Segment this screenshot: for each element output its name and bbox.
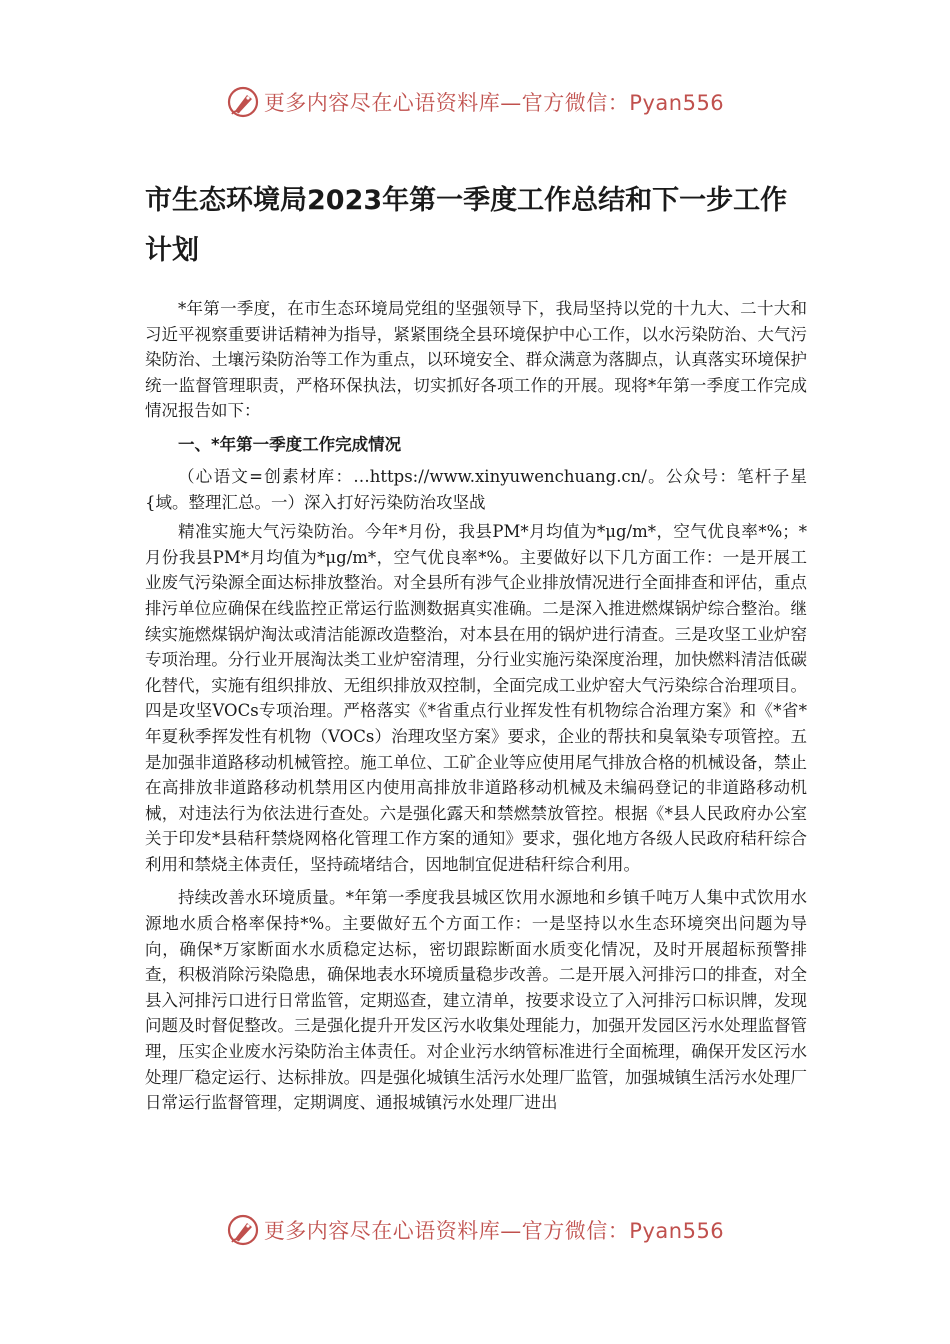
watermark-banner-bottom: [0, 1210, 950, 1250]
watermark-text: 更多内容尽在心语资料库—官方微信：Pyan556: [263, 1219, 725, 1243]
source-line: （心语文=创素材库：…https://www.xinyuwenchuang.cn/。公众号：笔杆子星{域。整理汇总。一）深入打好污染防治攻坚战: [145, 466, 807, 512]
water-environment-paragraph: 持续改善水环境质量。*年第一季度我县城区饮用水源地和乡镇千吨万人集中式饮用水源地水质合格率保持*%。主要做好五个方面工作：一是坚持以水生态环境突出问题为导向，确保*万家断面水水质稳定达标，密切跟踪断面水质变化情况，及时开展超标预警排查，积极消除污染隐患，确保地表水环境质量稳步改善。二是开展入河排污口的排查，对全县入河排污口进行日常监管，定期巡查，建立清单，按要求设立了入河排污口标识牌，发现问题及时督促整改。三是强化提升开发区污水收集处理能力，加强开发园区污水处理监督管理，压实企业废水污染防治主体责任。对企业污水纳管标准进行全面梳理，确保开发区污水处理厂稳定运行、达标排放。四是强化城镇生活污水处理厂监管，加强城镇生活污水处理厂日常运行监督管理，定期调度、通报城镇污水处理厂进出: [145, 888, 807, 1113]
intro-paragraph: *年第一季度，在市生态环境局党组的坚强领导下，我局坚持以党的十九大、二十大和习近平视察重要讲话精神为指导，紧紧围绕全县环境保护中心工作，以水污染防治、大气污染防治、土壤污染防治等工作为重点，以环境安全、群众满意为落脚点，认真落实环境保护统一监督管理职责，严格环保执法，切实抓好各项工作的开展。现将*年第一季度工作完成情况报告如下：: [145, 299, 807, 421]
document-title: 市生态环境局2023年第一季度工作总结和下一步工作计划: [145, 185, 788, 266]
air-pollution-paragraph: 精准实施大气污染防治。今年*月份，我县PM*月均值为*μg/m*，空气优良率*%；*月份我县PM*月均值为*μg/m*，空气优良率*%。主要做好以下几方面工作：一是开展工业废气污染源全面达标排放整治。对全县所有涉气企业排放情况进行全面排查和评估，重点排污单位应确保在线监控正常运行监测数据真实准确。二是深入推进燃煤锅炉综合整治。继续实施燃煤锅炉淘汰或清洁能源改造整治，对本县在用的锅炉进行清查。三是攻坚工业炉窑专项治理。分行业开展淘汰类工业炉窑清理，分行业实施污染深度治理，加快燃料清洁低碳化替代，实施有组织排放、无组织排放双控制，全面完成工业炉窑大气污染综合治理项目。四是攻坚VOCs专项治理。严格落实《*省重点行业挥发性有机物综合治理方案》和《*省*年夏秋季挥发性有机物（VOCs）治理攻坚方案》要求，企业的帮扶和臭氧染专项管控。五是加强非道路移动机械管控。施工单位、工矿企业等应使用尾气排放合格的机械设备，禁止在高排放非道路移动机禁用区内使用高排放非道路移动机械及未编码登记的非道路移动机械，对违法行为依法进行查处。六是强化露天和禁燃禁放管控。根据《*县人民政府办公室关于印发*县秸秆禁烧网格化管理工作方案的通知》要求，强化地方各级人民政府秸秆综合利用和禁烧主体责任，坚持疏堵结合，因地制宜促进秸秆综合利用。: [145, 522, 807, 874]
pen-nib-logo-icon: [226, 1213, 260, 1247]
watermark-text: 更多内容尽在心语资料库—官方微信：Pyan556: [263, 91, 725, 115]
pen-nib-logo-icon: [226, 85, 260, 119]
watermark-banner-top: [0, 82, 950, 122]
document-body: [145, 176, 807, 1124]
section-heading: 一、*年第一季度工作完成情况: [178, 434, 402, 454]
